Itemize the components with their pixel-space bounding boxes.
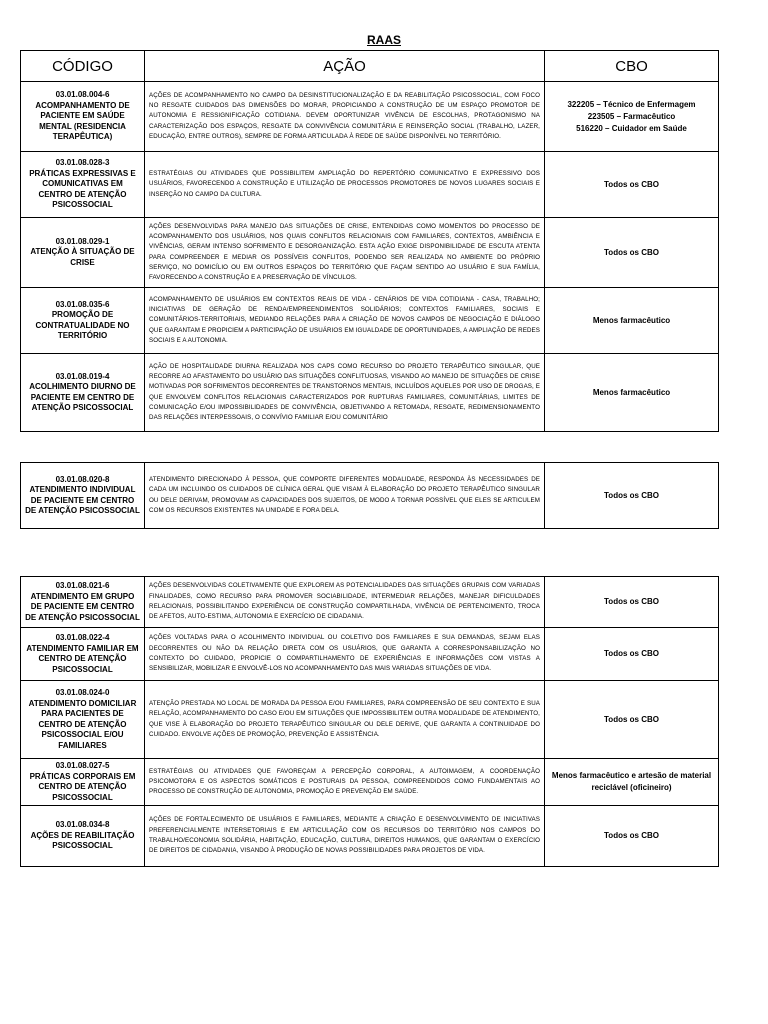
cbo-cell [545, 288, 719, 354]
cbo-cell [545, 806, 719, 867]
cbo-entry: Todos os CBO [604, 649, 659, 658]
table-row [21, 82, 719, 152]
table-body [21, 82, 719, 432]
procedure-code: 03.01.08.021-6 [55, 581, 110, 590]
table-header-row [21, 51, 719, 82]
table-row [21, 152, 719, 218]
cbo-entry: Todos os CBO [604, 490, 659, 500]
procedure-action: AÇÃO DE HOSPITALIDADE DIURNA REALIZADA NOS CAPS COMO RECURSO DO PROJETO TERAPÊUTICO SINGULAR, QUE RECORRE AO AFASTAMENTO DO USUÁRIO DAS SITUAÇÕES CONFLITUOSAS, VISANDO AO MANEJO DE SITUAÇÕES DE CRISE MOTIVADAS POR SOFRIMENTOS DECORRENTES DE TRANSTORNOS MENTAIS, INCLUÍDOS AQUELES POR USO DE DROGAS, E QUE ENVOLVEM CONFLITOS RELACIONAIS CARACTERIZADOS POR RUPTURAS FAMILIARES, COMUNITÁRIAS, LIMITES DE COMUNICAÇÃO E/OU IMPOSSIBILIDADES DE CONVIVÊNCIA, OBJETIVANDO A RETOMADA, RESGATE, REDIMENSIONAMENTO DAS RELAÇÕES INTERPESSOAIS, O CONVÍVIO FAMILIAR E/OU COMUNITÁRIO [145, 354, 545, 432]
procedure-name: ATENDIMENTO EM GRUPO DE PACIENTE EM CENTRO DE ATENÇÃO PSICOSSOCIAL [25, 591, 140, 622]
cbo-cell [545, 152, 719, 218]
cbo-cell [545, 681, 719, 759]
procedure-code: 03.01.08.035-6 [55, 299, 110, 309]
procedure-name: ATENÇÃO À SITUAÇÃO DE CRISE [30, 247, 135, 267]
procedure-name: ATENDIMENTO FAMILIAR EM CENTRO DE ATENÇÃO PSICOSSOCIAL [26, 643, 139, 674]
cbo-entry: 223505 – Farmacêutico [587, 111, 676, 121]
table-row [21, 759, 719, 806]
procedure-code: 03.01.08.029-1 [55, 236, 110, 246]
cbo-entry: Todos os CBO [604, 247, 659, 257]
cbo-entry: Menos farmacêutico [592, 387, 671, 397]
procedure-action: ATENDIMENTO DIRECIONADO À PESSOA, QUE COMPORTE DIFERENTES MODALIDADE, RESPONDA ÀS NECESSIDADES DE CADA UM INCLUINDO OS CUIDADOS DE CLÍNICA GERAL QUE VISAM À ELABORAÇÃO DO PROJETO TERAPÊUTICO SINGULAR OU DELE DERIVAM, PROMOVAM AS CAPACIDADES DOS SUJEITOS, DE MODO A TORNAR POSSÍVEL QUE ELES SE ARTICULEM COM OS RECURSOS EXISTENTES NA UNIDADE E FORA DELA. [145, 463, 545, 529]
procedure-action: ESTRATÉGIAS OU ATIVIDADES QUE FAVOREÇAM A PERCEPÇÃO CORPORAL, A AUTOIMAGEM, A COORDENAÇÃO PSICOMOTORA E OS ASPECTOS SOMÁTICOS E POSTURAIS DA PESSOA, COMPREENDIDOS COMO FUNDAMENTAIS AO PROCESSO DE CONSTRUÇÃO DE AUTONOMIA, PROMOÇÃO E PREVENÇÃO EM SAÚDE. [145, 759, 545, 806]
header-cbo: CBO [545, 51, 719, 82]
procedure-code: 03.01.08.024-0 [55, 688, 110, 697]
cbo-cell [545, 354, 719, 432]
table-row [21, 628, 719, 681]
procedure-code: 03.01.08.027-5 [55, 761, 110, 770]
cbo-cell [545, 218, 719, 288]
procedure-code-cell [21, 577, 145, 628]
cbo-entry: Todos os CBO [604, 179, 659, 189]
procedure-action: AÇÕES DESENVOLVIDAS COLETIVAMENTE QUE EXPLOREM AS POTENCIALIDADES DAS SITUAÇÕES GRUPAIS COM VARIADAS FINALIDADES, COMO RECURSO PARA PROMOVER SOCIABILIDADE, INTERMEDIAR RELAÇÕES, MANEJAR DIFICULDADES RELACIONAIS, POSSIBILITANDO EXPERIÊNCIA DE CONSTRUÇÃO COMPARTILHADA, VIVÊNCIA DE PERTENCIMENTO, TROCA DE AFETOS, AUTO-ESTIMA, AUTONOMIA E EXERCÍCIO DE CIDADANIA. [145, 577, 545, 628]
procedure-action: ESTRATÉGIAS OU ATIVIDADES QUE POSSIBILITEM AMPLIAÇÃO DO REPERTÓRIO COMUNICATIVO E EXPRESSIVO DOS USUÁRIOS, FAVORECENDO A CONSTRUÇÃO E UTILIZAÇÃO DE PROCESSOS PROMOTORES DE NOVOS LUGARES SOCIAIS E INSERÇÃO NO CAMPO DA CULTURA. [145, 152, 545, 218]
cbo-entry: Menos farmacêutico [592, 315, 671, 325]
cbo-entry: Todos os CBO [604, 831, 659, 840]
cbo-entry: Todos os CBO [604, 714, 659, 724]
procedure-code-cell [21, 152, 145, 218]
procedure-code-cell [21, 628, 145, 681]
header-codigo: CÓDIGO [21, 51, 145, 82]
procedure-name: ACOMPANHAMENTO DE PACIENTE EM SAÚDE MENTAL (RESIDENCIA TERAPÊUTICA) [35, 100, 130, 142]
procedure-code: 03.01.08.034-8 [55, 820, 110, 830]
procedure-code-cell [21, 288, 145, 354]
procedure-name: ATENDIMENTO INDIVIDUAL DE PACIENTE EM CENTRO DE ATENÇÃO PSICOSSOCIAL [25, 485, 140, 515]
document-title: RAAS [366, 33, 401, 47]
procedure-code: 03.01.08.022-4 [55, 633, 110, 642]
cbo-cell [545, 628, 719, 681]
procedure-action: AÇÕES VOLTADAS PARA O ACOLHIMENTO INDIVIDUAL OU COLETIVO DOS FAMILIARES E SUA DEMANDAS, SEJAM ELAS DECORRENTES OU NÃO DA RELAÇÃO DIRETA COM OS USUÁRIOS, QUE GARANTA A CORRESPONSABILIZAÇÃO NO CONTEXTO DO CUIDADO, PROPICIE O COMPARTILHAMENTO DE EXPERIÊNCIAS E INFORMAÇÕES COM VISTAS A SENSIBILIZAR, MOBILIZAR E ENVOLVÊ-LOS NO ACOMPANHAMENTO DAS MAIS VARIADAS SITUAÇÕES DE VIDA. [145, 628, 545, 681]
procedure-name: PRÁTICAS CORPORAIS EM CENTRO DE ATENÇÃO PSICOSSOCIAL [29, 771, 136, 802]
procedure-name: PROMOÇÃO DE CONTRATUALIDADE NO TERRITÓRIO [35, 310, 130, 340]
cbo-entry: Todos os CBO [604, 597, 659, 606]
procedure-code-cell [21, 463, 145, 529]
procedure-action: AÇÕES DESENVOLVIDAS PARA MANEJO DAS SITUAÇÕES DE CRISE, ENTENDIDAS COMO MOMENTOS DO PROCESSO DE ACOMPANHAMENTO DOS USUÁRIOS, NOS QUAIS CONFLITOS RELACIONAIS COM FAMILIARES, CONTEXTOS, AMBIÊNCIA E VIVÊNCIAS, GERAM INTENSO SOFRIMENTO E DESORGANIZAÇÃO. ESTA AÇÃO EXIGE DISPONIBILIDADE DE ESCUTA ATENTA PARA COMPREENDER E MEDIAR OS POSSÍVEIS CONFLITOS, PODENDO SER REALIZADA NO AMBIENTE DO PRÓPRIO SERVIÇO, NO DOMICÍLIO OU EM OUTROS ESPAÇOS DO TERRITÓRIO QUE FAÇAM SENTIDO AO USUÁRIO E SUA FAMÍLIA, FAVORECENDO A CONSTRUÇÃO E A PRESERVAÇÃO DE VÍNCULOS. [145, 218, 545, 288]
table-body [21, 463, 719, 529]
procedure-code-cell [21, 681, 145, 759]
cbo-cell [545, 463, 719, 529]
table-row [21, 354, 719, 432]
cbo-entry: 322205 – Técnico de Enfermagem [567, 99, 696, 109]
procedure-code-cell [21, 806, 145, 867]
procedure-action: ACOMPANHAMENTO DE USUÁRIOS EM CONTEXTOS REAIS DE VIDA - CENÁRIOS DE VIDA COTIDIANA - CASA, TRABALHO; INICIATIVAS DE GERAÇÃO DE RENDA/EMPREENDIMENTOS SOLIDÁRIOS; CONTEXTOS FAMILIARES, SOCIAIS E COMUNITÁRIOS-TERRITORIAIS, MEDIANDO RELAÇÕES PARA A CRIAÇÃO DE NOVOS CAMPOS DE NEGOCIAÇÃO E DIÁLOGO QUE GARANTAM E PROPICIEM A PARTICIPAÇÃO DE USUÁRIOS EM IGUALDADE DE OPORTUNIDADES, A AMPLIAÇÃO DE REDES SOCIAIS E A AUTONOMIA. [145, 288, 545, 354]
cbo-cell [545, 759, 719, 806]
table-row [21, 577, 719, 628]
procedure-action: AÇÕES DE FORTALECIMENTO DE USUÁRIOS E FAMILIARES, MEDIANTE A CRIAÇÃO E DESENVOLVIMENTO DE INICIATIVAS PREFERENCIALMENTE INTERSETORIAIS E EM ARTICULAÇÃO COM OS RECURSOS DO TERRITÓRIO NOS CAMPOS DO TRABALHO/ECONOMIA SOLIDÁRIA, HABITAÇÃO, EDUCAÇÃO, CULTURA, DIREITOS HUMANOS, QUE GARANTAM O EXERCÍCIO DE DIREITOS DE CIDADANIA, VISANDO À PRODUÇÃO DE NOVAS POSSIBILIDADES PARA PROJETOS DE VIDA. [145, 806, 545, 867]
table-row [21, 288, 719, 354]
procedure-code-cell [21, 218, 145, 288]
procedure-name: ACOLHIMENTO DIURNO DE PACIENTE EM CENTRO DE ATENÇÃO PSICOSSOCIAL [29, 382, 136, 412]
procedure-code-cell [21, 759, 145, 806]
procedure-code: 03.01.08.004-6 [55, 90, 110, 100]
table-row [21, 806, 719, 867]
procedure-name: AÇÕES DE REABILITAÇÃO PSICOSSOCIAL [30, 830, 135, 851]
cbo-cell [545, 577, 719, 628]
table-row [21, 463, 719, 529]
raas-table-individual [20, 462, 719, 529]
procedure-code: 03.01.08.028-3 [55, 158, 110, 168]
procedure-code: 03.01.08.020-8 [55, 474, 110, 484]
cbo-cell [545, 82, 719, 152]
procedure-code-cell [21, 82, 145, 152]
procedure-code: 03.01.08.019-4 [55, 371, 110, 381]
raas-table-group [20, 576, 719, 867]
procedure-code-cell [21, 354, 145, 432]
raas-table-main [20, 50, 719, 432]
procedure-name: ATENDIMENTO DOMICILIAR PARA PACIENTES DE CENTRO DE ATENÇÃO PSICOSSOCIAL E/OU FAMILIARES [28, 698, 137, 750]
cbo-entry: 516220 – Cuidador em Saúde [576, 123, 687, 133]
header-acao: AÇÃO [145, 51, 545, 82]
table-row [21, 681, 719, 759]
procedure-name: PRÁTICAS EXPRESSIVAS E COMUNICATIVAS EM CENTRO DE ATENÇÃO PSICOSSOCIAL [29, 168, 136, 210]
cbo-entry: Menos farmacêutico e artesão de material reciclável (oficineiro) [551, 771, 712, 792]
procedure-action: AÇÕES DE ACOMPANHAMENTO NO CAMPO DA DESINSTITUCIONALIZAÇÃO E DA REABILITAÇÃO PSICOSSOCIAL, COM FOCO NO RESGATE CUIDADOS DAS DIMENSÕES DO MORAR, PROPICIANDO A CONSTRUÇÃO DE UM ESPAÇO PROMOTOR DE AUTONOMIA E RESSIGNIFICAÇÃO COTIDIANA. DEVEM OPORTUNIZAR VIVÊNCIA DE ESCOLHAS, PROTAGONISMO NA CARACTERIZAÇÃO DOS ESPAÇOS, RESGATE DA CONVIVÊNCIA COMUNITÁRIA E REINSERÇÃO SOCIAL (TRABALHO, LAZER, EDUCAÇÃO, ENTRE OUTROS), SEMPRE DE FORMA ARTICULADA À REDE DE SAÚDE DISPONÍVEL NO TERRITÓRIO. [145, 82, 545, 152]
table-row [21, 218, 719, 288]
table-body [21, 577, 719, 867]
procedure-action: ATENÇÃO PRESTADA NO LOCAL DE MORADA DA PESSOA E/OU FAMILIARES, PARA COMPREENSÃO DE SEU CONTEXTO E SUA RELAÇÃO, ACOMPANHAMENTO DO CASO E/OU EM SITUAÇÕES QUE IMPOSSIBILITEM OUTRA MODALIDADE DE ATENDIMENTO, QUE VISE À ELABORAÇÃO DO PROJETO TERAPÊUTICO SINGULAR OU DELE DERIVE, QUE GARANTA A CONTINUIDADE DO CUIDADO. ENVOLVE AÇÕES DE PROMOÇÃO, PREVENÇÃO E ASSISTÊNCIA. [145, 681, 545, 759]
